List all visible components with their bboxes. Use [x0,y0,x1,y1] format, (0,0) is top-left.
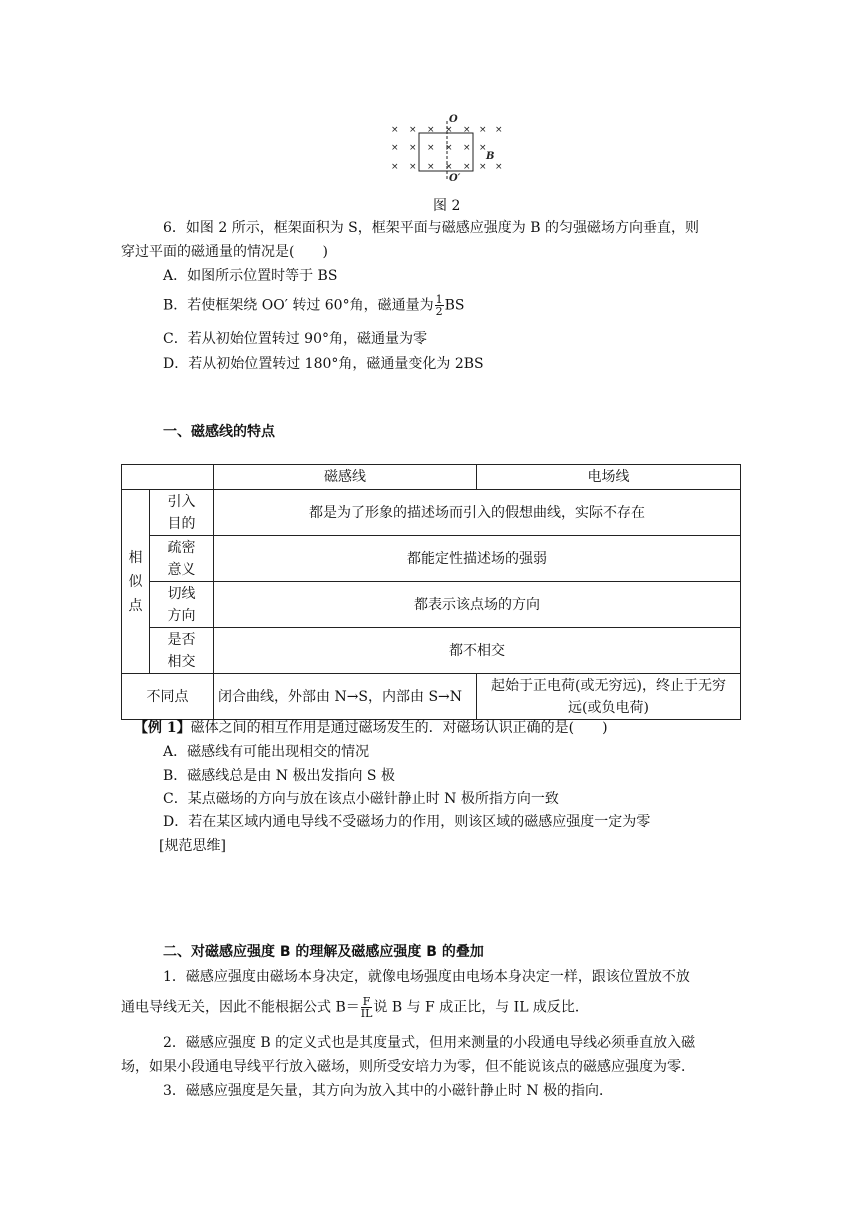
example1-option-c: C．某点磁场的方向与放在该点小磁针静止时 N 极所指方向一致 [163,791,559,807]
q6-option-a: A．如图所示位置时等于 BS [163,268,338,284]
field-cross: × [479,143,487,153]
table-row-difference [122,674,741,720]
label-o: O [449,114,458,125]
label-b: B [486,151,495,162]
group-char: 似 [128,573,143,590]
table-row [122,582,741,628]
diff-magnetic: 闭合曲线，外部由 N→S，内部由 S→N [214,674,477,720]
field-cross: × [445,143,453,153]
figure-2 [380,112,520,187]
field-cross: × [495,125,503,135]
diff-label: 不同点 [122,674,214,720]
field-cross: × [463,162,471,172]
p1-text-post: 说 B 与 F 成正比，与 IL 成反比． [373,999,589,1016]
field-cross: × [409,162,417,172]
example1-stem [134,718,608,738]
table-row [122,628,741,674]
row-label-line: 相交 [167,653,196,670]
figure-caption: 图 2 [433,198,461,214]
row-value: 都能定性描述场的强弱 [214,536,741,582]
diff-electric-line: 远(或负电荷) [568,699,649,716]
field-cross: × [391,162,399,172]
example1-thinking: [规范思维] [159,838,226,854]
section2-p2-line2: 场，如果小段通电导线平行放入磁场，则所受安培力为零，但不能说该点的磁感应强度为零． [121,1059,695,1075]
q6-option-b-text: B．若使框架绕 OO′ 转过 60°角，磁通量为 [163,297,434,314]
field-cross: × [391,143,399,153]
group-char: 相 [128,549,143,566]
section1-heading: 一、磁感线的特点 [163,424,275,440]
row-label-line: 疏密 [167,539,196,556]
row-label-line: 意义 [167,561,196,578]
field-cross: × [479,162,487,172]
col-header-magnetic: 磁感线 [214,465,477,490]
row-label [150,582,214,628]
field-cross: × [391,125,399,135]
q6-option-b [163,294,464,317]
example1-tag: 【例 1】 [134,720,191,736]
row-label-line: 切线 [167,585,196,602]
row-label-line: 是否 [167,631,196,648]
field-cross: × [427,143,435,153]
table-header-row [122,465,741,490]
q6-stem-line2: 穿过平面的磁通量的情况是( ) [121,244,328,260]
diff-electric [477,674,741,720]
table-row [122,536,741,582]
field-cross: × [445,162,453,172]
row-label [150,536,214,582]
row-value: 都是为了形象的描述场而引入的假想曲线，实际不存在 [214,490,741,536]
diff-electric-line: 起始于正电荷(或无穷远)，终止于无穷 [491,677,726,694]
row-label-line: 引入 [167,493,196,510]
section2-heading: 二、对磁感应强度 B 的理解及磁感应强度 B 的叠加 [163,944,484,960]
similar-group-label [122,490,150,674]
example1-text: 磁体之间的相互作用是通过磁场发生的．对磁场认识正确的是( ) [190,720,608,736]
fraction-f-over-il [361,996,373,1019]
table-row [122,490,741,536]
label-o-prime: O′ [449,173,461,184]
fraction-denominator: 2 [435,305,443,318]
section2-p2-line1: 2．磁感应强度 B 的定义式也是其度量式，但用来测量的小段通电导线必须垂直放入磁 [163,1035,696,1051]
field-cross: × [479,125,487,135]
example1-option-b: B．磁感线总是由 N 极出发指向 S 极 [163,768,395,784]
row-label-line: 方向 [167,607,196,624]
col-header-electric: 电场线 [477,465,741,490]
fraction-numerator: F [361,996,373,1008]
q6-stem-line1: 6．如图 2 所示，框架面积为 S，框架平面与磁感应强度为 B 的匀强磁场方向垂直，则 [163,220,699,236]
fraction-one-half [435,294,444,317]
section2-p1-line2 [121,996,589,1019]
fraction-denominator: IL [360,1007,373,1020]
fraction-numerator: 1 [435,293,443,306]
row-value: 都不相交 [214,628,741,674]
field-cross: × [445,125,453,135]
q6-option-d: D．若从初始位置转过 180°角，磁通量变化为 2BS [163,356,484,372]
field-cross: × [427,125,435,135]
field-cross: × [409,125,417,135]
row-label [150,628,214,674]
group-char: 点 [128,597,143,614]
row-label [150,490,214,536]
table-corner-cell [122,465,214,490]
field-cross: × [495,162,503,172]
q6-option-b-unit: BS [444,297,465,314]
field-cross: × [409,143,417,153]
p1-text-pre: 通电导线无关，因此不能根据公式 B＝ [121,999,360,1016]
field-cross: × [463,125,471,135]
q6-option-c: C．若从初始位置转过 90°角，磁通量为零 [163,331,427,347]
section2-p3-line1: 3．磁感应强度是矢量，其方向为放入其中的小磁针静止时 N 极的指向． [163,1083,614,1099]
comparison-table [121,464,741,720]
row-value: 都表示该点场的方向 [214,582,741,628]
field-cross: × [427,162,435,172]
section2-p1-line1: 1．磁感应强度由磁场本身决定，就像电场强度由电场本身决定一样，跟该位置放不放 [163,969,690,985]
row-label-line: 目的 [167,515,196,532]
example1-option-a: A．磁感线有可能出现相交的情况 [163,744,370,760]
example1-option-d: D．若在某区域内通电导线不受磁场力的作用，则该区域的磁感应强度一定为零 [163,814,651,830]
field-cross: × [463,143,471,153]
